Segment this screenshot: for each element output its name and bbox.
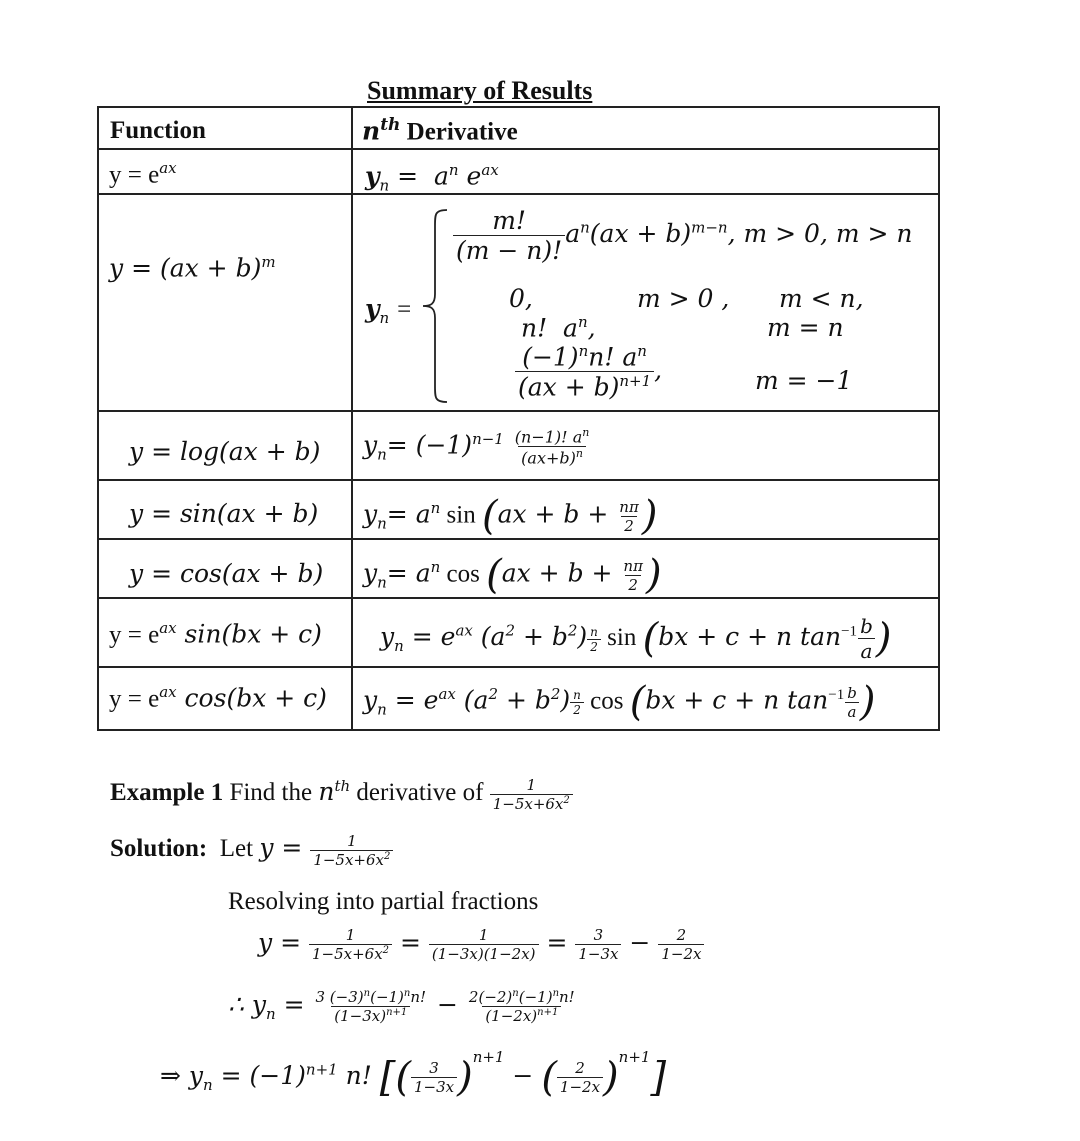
function-sup: ax bbox=[159, 683, 177, 701]
fraction-numerator: 2 bbox=[676, 926, 687, 944]
line-text: = bbox=[392, 928, 429, 957]
inverse-sup: −1 bbox=[828, 687, 845, 704]
function-exp bbox=[109, 159, 177, 189]
derivative-exp-cos bbox=[363, 679, 875, 725]
derivative-text: = a bbox=[389, 161, 449, 191]
close-paren: ) bbox=[603, 1054, 619, 1101]
derivative-sup: 2 bbox=[567, 621, 578, 640]
derivative-text: = a bbox=[386, 558, 431, 588]
case-1-fraction bbox=[453, 206, 565, 265]
case-text: , bbox=[654, 355, 663, 385]
derivative-line bbox=[228, 988, 578, 1025]
case-2-condition: m > 0 , bbox=[637, 284, 730, 313]
open-paren: ( bbox=[541, 1054, 557, 1101]
function-cos: y = cos(ax + b) bbox=[129, 559, 324, 588]
yn: y bbox=[363, 558, 378, 588]
close-paren: ) bbox=[641, 493, 658, 539]
case-condition: , m > 0, m > n bbox=[727, 219, 913, 248]
derivative-sup: 2 bbox=[550, 685, 561, 704]
derivative-sup: n−1 bbox=[472, 430, 504, 448]
open-paren: ( bbox=[395, 1054, 411, 1101]
case-text: (ax + b) bbox=[589, 219, 692, 248]
case-3-value bbox=[521, 313, 596, 342]
table-border bbox=[97, 106, 99, 731]
function-text: y = e bbox=[109, 161, 160, 189]
fraction-denominator bbox=[515, 371, 654, 401]
fraction bbox=[309, 926, 392, 963]
yn-sub: n bbox=[377, 700, 387, 719]
partial-fraction-line bbox=[258, 926, 704, 963]
numerator-sup: n bbox=[578, 342, 589, 360]
close-paren: ) bbox=[859, 679, 876, 725]
derivative-sup: n bbox=[430, 499, 441, 518]
denominator-text: (1−2x) bbox=[485, 1007, 538, 1025]
line-sub: n bbox=[203, 1076, 213, 1094]
function-text: cos(bx + c) bbox=[176, 683, 327, 713]
yn: y bbox=[365, 294, 380, 323]
line-text: y = bbox=[258, 928, 309, 957]
close-bracket: ] bbox=[650, 1054, 667, 1101]
numerator-sup: n bbox=[582, 426, 590, 439]
fraction-denominator: a bbox=[845, 702, 860, 721]
derivative-cos bbox=[363, 552, 662, 598]
argument-fraction bbox=[857, 614, 876, 663]
function-name: cos bbox=[440, 560, 487, 588]
numerator-text: n! a bbox=[588, 342, 638, 372]
case-4-fraction bbox=[515, 342, 654, 402]
numerator-sup: n bbox=[403, 988, 411, 999]
function-name: sin bbox=[440, 501, 482, 529]
derivative-text: (a bbox=[455, 685, 489, 715]
case-sup: n bbox=[580, 218, 590, 237]
table-divider bbox=[97, 148, 940, 150]
derivative-sup: 2 bbox=[505, 621, 515, 640]
argument: bx + c + n tan bbox=[645, 685, 829, 715]
fraction-denominator bbox=[310, 850, 393, 869]
derivative-text: + b bbox=[515, 622, 568, 651]
case-4-condition: m = −1 bbox=[755, 366, 853, 395]
derivative-sup: 2 bbox=[488, 685, 498, 704]
numerator-text: (−1) bbox=[522, 342, 579, 372]
numerator-text: 2(−2) bbox=[468, 988, 513, 1006]
example-fraction bbox=[490, 776, 573, 813]
fraction bbox=[466, 988, 578, 1025]
derivative-text: = a bbox=[386, 499, 431, 529]
case-2-condition: m < n, bbox=[779, 284, 864, 313]
derivative-sup: ax bbox=[455, 621, 473, 640]
denominator-sup: n+1 bbox=[386, 1007, 408, 1018]
function-sup: ax bbox=[159, 619, 177, 637]
denominator-text: (1−3x) bbox=[334, 1007, 387, 1025]
example-n: n bbox=[318, 777, 335, 807]
open-paren: ( bbox=[481, 493, 498, 539]
numerator-text: (n−1)! a bbox=[514, 427, 583, 447]
yn-sub: n bbox=[394, 637, 404, 655]
fraction-denominator bbox=[518, 446, 586, 467]
fraction-numerator: 3 bbox=[593, 926, 604, 944]
derivative-sup: n bbox=[430, 558, 441, 577]
denominator-text: (ax+b) bbox=[521, 448, 576, 468]
argument: bx + c + n tan bbox=[658, 622, 842, 651]
line-text: ⇒ y bbox=[160, 1061, 204, 1090]
case-1 bbox=[453, 206, 912, 265]
fraction-denominator: 2 bbox=[587, 639, 601, 654]
derivative-log bbox=[363, 426, 592, 468]
function-power bbox=[109, 253, 276, 282]
derivative-text: e bbox=[458, 161, 482, 191]
derivative-text: = e bbox=[403, 622, 456, 651]
fraction-denominator: 1−3x bbox=[575, 944, 621, 963]
cases-brace bbox=[415, 206, 455, 406]
denominator-text: 1−5x+6x bbox=[492, 795, 564, 813]
fraction-numerator: 3 bbox=[429, 1059, 439, 1077]
fraction-numerator bbox=[313, 988, 430, 1006]
fraction bbox=[313, 988, 430, 1025]
fraction-numerator: m! bbox=[492, 206, 526, 235]
fraction bbox=[658, 926, 704, 963]
fraction-numerator: n bbox=[573, 688, 581, 703]
line-sup: n+1 bbox=[305, 1060, 338, 1079]
fraction-numerator: 2 bbox=[575, 1059, 585, 1077]
case-4-value bbox=[515, 342, 662, 402]
fraction-denominator: (m − n)! bbox=[453, 235, 565, 265]
power-fraction bbox=[587, 625, 601, 654]
column-divider bbox=[351, 106, 353, 731]
derivative-text: = (−1) bbox=[386, 430, 473, 460]
case-text: a bbox=[565, 219, 581, 248]
function-log: y = log(ax + b) bbox=[129, 437, 321, 466]
fraction-numerator: b bbox=[847, 683, 857, 702]
equals: = bbox=[397, 296, 412, 323]
yn: y bbox=[363, 499, 378, 529]
fraction bbox=[557, 1059, 603, 1096]
fraction-denominator bbox=[490, 794, 573, 813]
function-sup: m bbox=[261, 253, 276, 271]
fraction-denominator: 1−3x bbox=[411, 1077, 457, 1096]
fraction-denominator: a bbox=[858, 638, 876, 663]
line-text: = bbox=[538, 928, 576, 957]
denominator-sup: n bbox=[575, 447, 583, 461]
table-divider bbox=[97, 666, 940, 668]
case-text: , bbox=[587, 313, 596, 343]
fraction-numerator bbox=[466, 988, 578, 1006]
fraction-numerator bbox=[519, 342, 650, 371]
fraction-denominator bbox=[482, 1006, 561, 1025]
derivative-power-lhs bbox=[365, 294, 411, 327]
fraction-denominator: 2 bbox=[570, 702, 584, 717]
denominator-text: 1−5x+6x bbox=[311, 945, 383, 963]
denominator-text: 1−5x+6x bbox=[313, 851, 384, 869]
yn-sub: n bbox=[379, 309, 390, 327]
numerator-sup: n bbox=[552, 988, 560, 999]
fraction bbox=[575, 926, 621, 963]
fraction-numerator: 1 bbox=[478, 926, 489, 944]
example-text: Find the bbox=[223, 779, 319, 807]
close-paren: ) bbox=[875, 615, 892, 662]
function-exp-sin bbox=[109, 619, 322, 649]
yn-sub: n bbox=[377, 514, 387, 533]
numerator-sup: n bbox=[637, 342, 647, 360]
fraction-numerator: 1 bbox=[526, 776, 536, 794]
fraction-numerator bbox=[512, 426, 593, 446]
open-paren: ( bbox=[486, 552, 502, 598]
derivative-sup: ax bbox=[481, 161, 499, 179]
summary-table bbox=[97, 106, 940, 731]
solution-y: y = bbox=[259, 833, 311, 863]
numerator-text: n! bbox=[559, 988, 575, 1006]
table-divider bbox=[97, 410, 940, 412]
power-fraction bbox=[570, 688, 584, 717]
line-text: − bbox=[429, 990, 466, 1019]
argument-fraction bbox=[844, 684, 860, 721]
argument-fraction bbox=[616, 498, 642, 535]
fraction-denominator: 2 bbox=[621, 516, 637, 535]
open-bracket: [ bbox=[379, 1054, 396, 1101]
derivative-text: = e bbox=[386, 685, 439, 715]
numerator-sup: n bbox=[363, 988, 371, 999]
line-text: ∴ y bbox=[228, 990, 266, 1019]
derivative-exp bbox=[365, 161, 499, 194]
numerator-text: (−1) bbox=[518, 988, 553, 1006]
resolving-text: Resolving into partial fractions bbox=[228, 888, 539, 915]
fraction-numerator: nπ bbox=[623, 556, 643, 575]
numerator-text: 3 (−3) bbox=[315, 988, 364, 1006]
numerator-text: (−1) bbox=[370, 988, 404, 1006]
yn: y bbox=[363, 685, 378, 715]
table-border bbox=[97, 106, 940, 108]
derivative-sin bbox=[363, 493, 657, 539]
table-divider bbox=[97, 479, 940, 481]
derivative-sup: ax bbox=[438, 685, 456, 704]
example-heading bbox=[110, 776, 573, 813]
denominator-sup: n+1 bbox=[537, 1007, 559, 1018]
line-sub: n bbox=[265, 1005, 276, 1023]
denominator-sup: 2 bbox=[384, 851, 391, 862]
function-text: y = e bbox=[109, 685, 160, 713]
open-paren: ( bbox=[642, 615, 659, 662]
page-title: Summary of Results bbox=[367, 76, 593, 105]
case-sup: m−n bbox=[691, 218, 728, 237]
derivative-text: ) bbox=[577, 622, 588, 651]
header-function: Function bbox=[110, 117, 206, 144]
function-text: y = e bbox=[109, 621, 160, 649]
yn-sub: n bbox=[377, 445, 387, 464]
fraction-numerator: 1 bbox=[345, 926, 356, 944]
argument-fraction bbox=[620, 557, 646, 594]
example-text: derivative of bbox=[350, 779, 490, 807]
yn-sub: n bbox=[377, 573, 387, 592]
function-text: y = (ax + b) bbox=[109, 253, 262, 283]
fraction-numerator: 1 bbox=[347, 832, 357, 850]
case-2-value: 0, bbox=[509, 284, 533, 313]
yn: y bbox=[380, 622, 395, 651]
function-name: sin bbox=[600, 624, 643, 651]
function-exp-cos bbox=[109, 683, 327, 713]
fraction-numerator: b bbox=[860, 614, 873, 638]
case-sup: n bbox=[577, 313, 588, 331]
close-paren: ) bbox=[645, 552, 662, 598]
yn: y bbox=[363, 430, 378, 460]
open-paren: ( bbox=[629, 679, 646, 725]
fraction-denominator bbox=[309, 944, 392, 963]
log-fraction bbox=[512, 426, 593, 468]
numerator-text: n! bbox=[410, 988, 427, 1006]
function-sup: ax bbox=[159, 159, 177, 177]
fraction-numerator: n bbox=[590, 624, 598, 639]
fraction-denominator: 1−2x bbox=[658, 944, 704, 963]
line-text: − bbox=[621, 928, 659, 957]
fraction bbox=[429, 926, 539, 963]
solution-fraction bbox=[310, 832, 393, 869]
yn: y bbox=[365, 161, 380, 191]
function-sin: y = sin(ax + b) bbox=[129, 499, 319, 528]
fraction-numerator: nπ bbox=[619, 497, 639, 516]
denominator-sup: 2 bbox=[382, 945, 390, 956]
solution-line bbox=[110, 832, 393, 869]
close-paren: ) bbox=[457, 1054, 473, 1101]
fraction-denominator: (1−3x)(1−2x) bbox=[429, 944, 539, 963]
denominator-sup: 2 bbox=[563, 795, 570, 806]
derivative-exp-sin bbox=[380, 614, 891, 663]
case-text: n! a bbox=[521, 313, 578, 343]
power: n+1 bbox=[618, 1048, 651, 1066]
numerator-sup: n bbox=[512, 988, 519, 999]
fraction bbox=[411, 1059, 457, 1096]
fraction-denominator: 1−2x bbox=[557, 1077, 603, 1096]
line-text: n! bbox=[337, 1061, 380, 1090]
header-n: n bbox=[362, 116, 381, 146]
table-border bbox=[97, 729, 940, 731]
final-result-line bbox=[160, 1048, 666, 1101]
inverse-sup: −1 bbox=[841, 623, 858, 640]
solution-label: Solution: bbox=[110, 835, 208, 863]
derivative-text: ) bbox=[560, 685, 571, 715]
fraction-denominator: 2 bbox=[625, 575, 641, 594]
denominator-text: (ax + b) bbox=[518, 372, 620, 402]
case-3-condition: m = n bbox=[767, 313, 844, 342]
derivative-text: (a bbox=[472, 622, 506, 651]
line-text: = bbox=[275, 990, 313, 1019]
header-derivative bbox=[362, 115, 518, 146]
power: n+1 bbox=[472, 1048, 505, 1066]
example-th: th bbox=[334, 776, 351, 795]
solution-text: Let bbox=[207, 835, 260, 863]
yn-sub: n bbox=[379, 176, 390, 195]
argument: ax + b + bbox=[501, 558, 621, 588]
header-derivative-label: Derivative bbox=[406, 118, 518, 146]
table-divider bbox=[97, 193, 940, 195]
derivative-text: + b bbox=[498, 685, 551, 715]
function-text: sin(bx + c) bbox=[176, 619, 322, 649]
denominator-sup: n+1 bbox=[619, 372, 652, 391]
example-label: Example 1 bbox=[110, 779, 224, 807]
function-name: cos bbox=[583, 687, 630, 715]
argument: ax + b + bbox=[497, 499, 617, 529]
header-th: th bbox=[380, 115, 401, 135]
line-text: − bbox=[504, 1061, 542, 1090]
derivative-sup: n bbox=[448, 161, 459, 179]
line-text: = (−1) bbox=[212, 1061, 306, 1090]
table-border bbox=[938, 106, 940, 731]
fraction-denominator bbox=[331, 1006, 410, 1025]
